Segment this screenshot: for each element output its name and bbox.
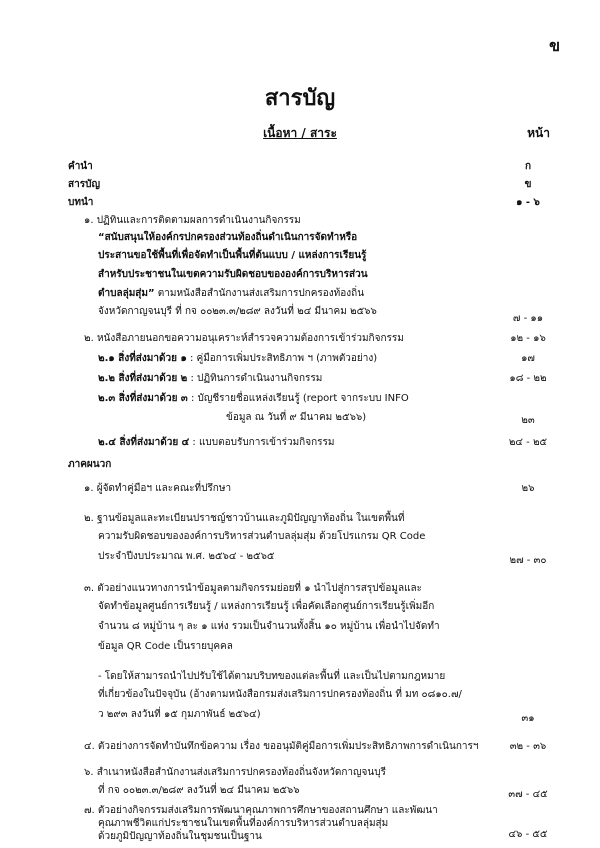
- toc-heading: ๒. หนังสือภายนอกขอความอนุเคราะห์สำรวจความต้องการเข้าร่วมกิจกรรม: [84, 333, 404, 344]
- toc-bold-part: ตำบลลุ่มสุ่ม”: [98, 288, 155, 299]
- toc-page: ๓๑: [521, 713, 535, 724]
- toc-line: [84, 284, 377, 303]
- toc-normal-part: : บัญชีรายชื่อแหล่งเรียนรู้ (report จากระบบ INFO: [187, 393, 409, 404]
- page-number: ข: [549, 36, 560, 55]
- toc-line: จัดทำข้อมูลศูนย์การเรียนรู้ / แหล่งการเรียนรู้ เพื่อคัดเลือกศูนย์การเรียนรู้เพิ่มอีก: [98, 601, 435, 612]
- toc-line: ๖. สำเนาหนังสือสำนักงานส่งเสริมการปกครองท้องถิ่นจังหวัดกาญจนบุรี: [84, 767, 386, 778]
- toc-bold-line: สำหรับประชาชนในเขตความรับผิดชอบขององค์การบริหารส่วน: [98, 269, 368, 280]
- toc-page: ๑ - ๖: [516, 197, 540, 208]
- toc-appendix-text: [84, 580, 440, 657]
- toc-page: ๑๒ - ๑๖: [510, 333, 546, 344]
- toc-page: ๗ - ๑๑: [512, 313, 544, 324]
- toc-page: ๒๓: [521, 415, 535, 426]
- toc-heading: ภาคผนวก: [68, 459, 112, 470]
- toc-page: ๓๗ - ๔๕: [508, 789, 548, 800]
- toc-line: ๒. ฐานข้อมูลและทะเบียนปราชญ์ชาวบ้านและภูมิปัญญาท้องถิ่น ในเขตพื้นที่: [84, 513, 405, 524]
- toc-line: ความรับผิดชอบขององค์การบริหารส่วนตำบลลุ่มสุ่ม ด้วยโปรแกรม QR Code: [98, 531, 426, 542]
- toc-line: ๗. ตัวอย่างกิจกรรมส่งเสริมการพัฒนาคุณภาพการศึกษาของสถานศึกษา และพัฒนา: [84, 805, 438, 816]
- toc-label: คำนำ: [68, 161, 93, 172]
- toc-subitem-text: [98, 350, 377, 367]
- toc-section-1-block: [84, 212, 377, 320]
- toc-line: ข้อมูล QR Code เป็นรายบุคคล: [98, 641, 233, 652]
- column-header-content: เนื้อหา / สาระ: [263, 126, 337, 140]
- toc-bold-line: ประสานขอใช้พื้นที่เพื่อจัดทำเป็นพื้นที่ต้นแบบ / แหล่งการเรียนรู้: [98, 250, 367, 261]
- toc-bold-part: ๒.๑ สิ่งที่ส่งมาด้วย ๑: [98, 353, 187, 364]
- toc-page: ๑๗: [521, 353, 535, 364]
- toc-line: ๔. ตัวอย่างการจัดทำบันทึกข้อความ เรื่อง ขออนุมัติคู่มือการเพิ่มประสิทธิภาพการดำเนินการฯ: [84, 741, 479, 752]
- toc-line: จำนวน ๘ หมู่บ้าน ๆ ละ ๑ แห่ง รวมเป็นจำนวนทั้งสิ้น ๑๐ หมู่บ้าน เพื่อนำไปจัดทำ: [98, 621, 440, 632]
- toc-page: ๒๔ - ๒๕: [508, 437, 548, 448]
- toc-line: คุณภาพชีวิตแก่ประชาชนในเขตพื้นที่องค์การบริหารส่วนตำบลลุ่มสุ่ม: [98, 818, 389, 829]
- toc-appendix-text: [84, 738, 479, 755]
- toc-line: ว ๒๙๓ ลงวันที่ ๑๕ กุมภาพันธ์ ๒๕๖๔): [98, 709, 261, 720]
- toc-appendix-text: [84, 804, 438, 843]
- toc-bold-part: ๒.๒ สิ่งที่ส่งมาด้วย ๒: [98, 373, 188, 384]
- toc-appendix-text: [84, 510, 425, 567]
- toc-bold-line: “สนับสนุนให้องค์กรปกครองส่วนท้องถิ่นดำเนินการจัดทำหรือ: [98, 232, 358, 243]
- toc-appendix-text: [98, 668, 462, 725]
- toc-page: ๒๗ - ๓๐: [509, 555, 547, 566]
- toc-line: ที่เกี่ยวข้องในปัจจุบัน (อ้างตามหนังสือกรมส่งเสริมการปกครองท้องถิ่น ที่ มท ๐๘๑๐.๗/: [98, 689, 462, 700]
- toc-normal-part: : แบบตอบรับการเข้าร่วมกิจกรรม: [189, 437, 335, 448]
- toc-page: ๒๖: [521, 483, 535, 494]
- toc-page: ก: [524, 161, 532, 172]
- toc-heading: ๑. ปฏิทินและการติดตามผลการดำเนินงานกิจกรรม: [84, 215, 301, 226]
- toc-page: ๔๖ - ๕๕: [508, 829, 548, 840]
- toc-page: ๑๘ - ๒๒: [509, 373, 547, 384]
- toc-page: ข: [524, 179, 532, 190]
- toc-subitem-text: [98, 370, 322, 387]
- toc-bold-part: ๒.๔ สิ่งที่ส่งมาด้วย ๔: [98, 437, 190, 448]
- toc-bold-part: ๒.๓ สิ่งที่ส่งมาด้วย ๓: [98, 393, 188, 404]
- toc-line: ที่ กจ ๐๐๒๓.๓/๒๘๙ ลงวันที่ ๒๔ มีนาคม ๒๕๖๖: [98, 785, 300, 796]
- toc-subitem-text-cont: ข้อมูล ณ วันที่ ๙ มีนาคม ๒๕๖๖): [226, 412, 367, 423]
- toc-normal-part: ตามหนังสือสำนักงานส่งเสริมการปกครองท้องถิ่น: [154, 288, 365, 299]
- toc-line: - โดยให้สามารถนำไปปรับใช้ได้ตามบริบทของแต่ละพื้นที่ และเป็นไปตามกฎหมาย: [98, 671, 446, 682]
- toc-label: สารบัญ: [68, 179, 100, 190]
- toc-appendix-text: [84, 480, 231, 497]
- toc-appendix-text: [84, 764, 386, 801]
- toc-subitem-text: [98, 390, 409, 407]
- toc-ref-line: จังหวัดกาญจนบุรี ที่ กจ ๐๐๒๓.๓/๒๘๙ ลงวันที่ ๒๔ มีนาคม ๒๕๖๖: [98, 306, 377, 317]
- toc-line: ด้วยภูมิปัญญาท้องถิ่นในชุมชนเป็นฐาน: [98, 831, 262, 842]
- column-header-page: หน้า: [527, 126, 550, 140]
- toc-line: ๑. ผู้จัดทำคู่มือฯ และคณะที่ปรึกษา: [84, 483, 232, 494]
- toc-normal-part: : ปฏิทินการดำเนินงานกิจกรรม: [187, 373, 323, 384]
- toc-line: ประจำปีงบประมาณ พ.ศ. ๒๕๖๔ - ๒๕๖๕: [98, 551, 275, 562]
- toc-page: ๓๒ - ๓๖: [509, 741, 547, 752]
- toc-subitem-text: [98, 434, 334, 451]
- toc-normal-part: : คู่มือการเพิ่มประสิทธิภาพ ฯ (ภาพตัวอย่าง): [186, 353, 378, 364]
- toc-line: ๓. ตัวอย่างแนวทางการนำข้อมูลตามกิจกรรมย่อยที่ ๑ นำไปสู่การสรุปข้อมูลและ: [84, 583, 423, 594]
- toc-label: บทนำ: [68, 197, 94, 208]
- page-title: สารบัญ: [264, 86, 336, 111]
